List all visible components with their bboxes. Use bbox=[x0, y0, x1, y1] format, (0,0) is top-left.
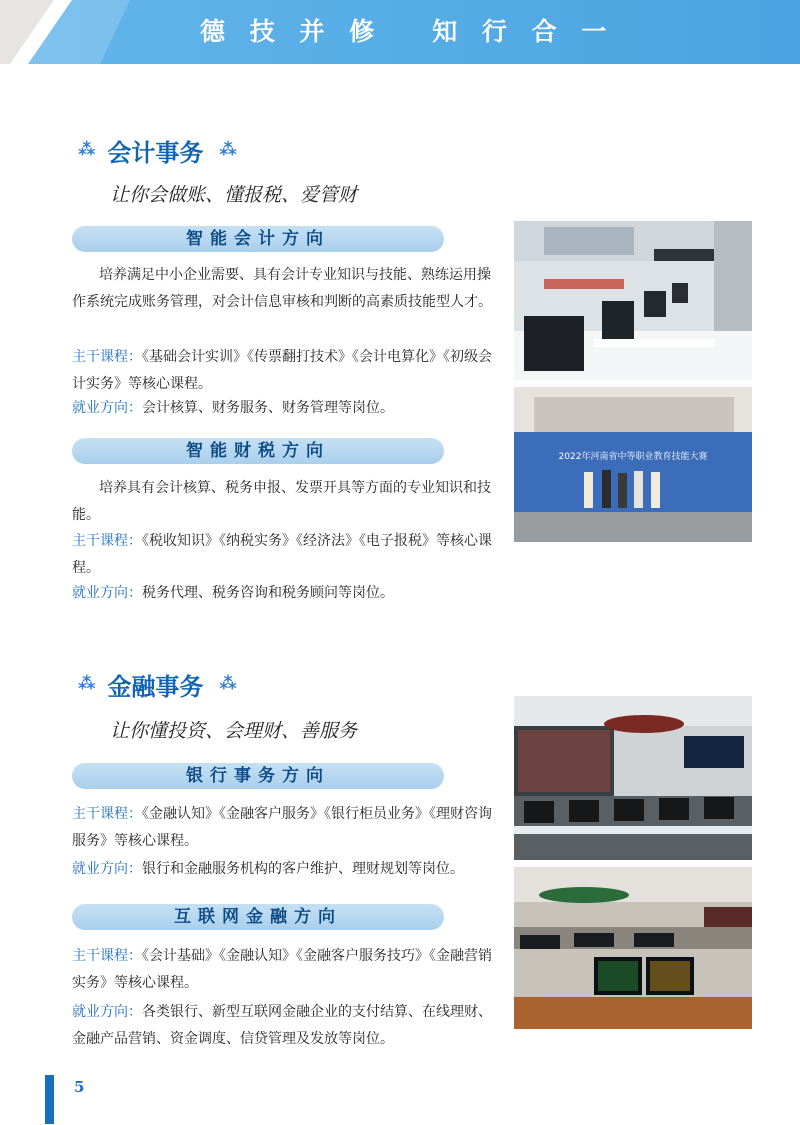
direction-courses bbox=[72, 344, 492, 398]
section-heading-accounting bbox=[78, 132, 235, 168]
courses-label: 主干课程： bbox=[72, 349, 142, 365]
section-heading-finance bbox=[78, 666, 235, 702]
banking-lab-photo bbox=[514, 696, 752, 860]
snowflake-icon: ⁂ bbox=[78, 674, 94, 694]
direction-pill-banking: 银行事务方向 bbox=[72, 763, 444, 789]
header-motto: 德 技 并 修 知 行 合 一 bbox=[200, 17, 615, 46]
page-number: 5 bbox=[74, 1078, 85, 1096]
competition-photo bbox=[514, 387, 752, 542]
jobs-text: 银行和金融服务机构的客户维护、理财规划等岗位。 bbox=[142, 861, 464, 877]
section-title: 会计事务 bbox=[107, 137, 204, 167]
direction-jobs bbox=[72, 999, 492, 1053]
courses-label: 主干课程： bbox=[72, 806, 142, 822]
direction-jobs bbox=[72, 856, 492, 883]
trading-lab-photo bbox=[514, 867, 752, 1029]
direction-intro: 培养具有会计核算、税务申报、发票开具等方面的专业知识和技能。 bbox=[72, 480, 491, 523]
direction-pill-smart-accounting: 智能会计方向 bbox=[72, 226, 444, 252]
jobs-text: 各类银行、新型互联网金融企业的支付结算、在线理财、金融产品营销、资金调度、信贷管理及发放等岗位。 bbox=[72, 1004, 492, 1047]
direction-jobs bbox=[72, 395, 492, 422]
courses-text: 《会计基础》《金融认知》《金融客户服务技巧》《金融营销实务》等核心课程。 bbox=[72, 948, 492, 991]
banner-text: 2022年河南省中等职业教育技能大赛 bbox=[558, 452, 708, 462]
courses-label: 主干课程： bbox=[72, 948, 142, 964]
courses-text: 《金融认知》《金融客户服务》《银行柜员业务》《理财咨询服务》等核心课程。 bbox=[72, 806, 492, 849]
direction-courses bbox=[72, 801, 492, 855]
courses-text: 《基础会计实训》《传票翻打技术》《会计电算化》《初级会计实务》等核心课程。 bbox=[72, 349, 492, 392]
snowflake-icon: ⁂ bbox=[219, 140, 235, 160]
courses-text: 《税收知识》《纳税实务》《经济法》《电子报税》等核心课程。 bbox=[72, 533, 492, 576]
direction-pill-internet-finance: 互联网金融方向 bbox=[72, 904, 444, 930]
courses-label: 主干课程： bbox=[72, 533, 142, 549]
direction-courses bbox=[72, 943, 492, 997]
accounting-lab-photo bbox=[514, 221, 752, 380]
page-number-bar bbox=[45, 1075, 54, 1124]
header-band bbox=[0, 0, 800, 64]
jobs-text: 会计核算、财务服务、财务管理等岗位。 bbox=[142, 400, 394, 416]
jobs-label: 就业方向： bbox=[72, 1004, 142, 1020]
direction-jobs bbox=[72, 580, 492, 607]
jobs-label: 就业方向： bbox=[72, 861, 142, 877]
jobs-label: 就业方向： bbox=[72, 400, 142, 416]
direction-intro: 培养满足中小企业需要、具有会计专业知识与技能、熟练运用操作系统完成账务管理，对会计信息审核和判断的高素质技能型人才。 bbox=[72, 267, 492, 310]
jobs-text: 税务代理、税务咨询和税务顾问等岗位。 bbox=[142, 585, 394, 601]
direction-pill-smart-tax: 智能财税方向 bbox=[72, 438, 444, 464]
section-title: 金融事务 bbox=[107, 671, 204, 701]
snowflake-icon: ⁂ bbox=[78, 140, 94, 160]
direction-courses bbox=[72, 528, 492, 582]
section-slogan: 让你会做账、懂报税、爱管财 bbox=[110, 184, 358, 206]
snowflake-icon: ⁂ bbox=[219, 674, 235, 694]
jobs-label: 就业方向： bbox=[72, 585, 142, 601]
section-slogan: 让你懂投资、会理财、善服务 bbox=[110, 720, 358, 742]
